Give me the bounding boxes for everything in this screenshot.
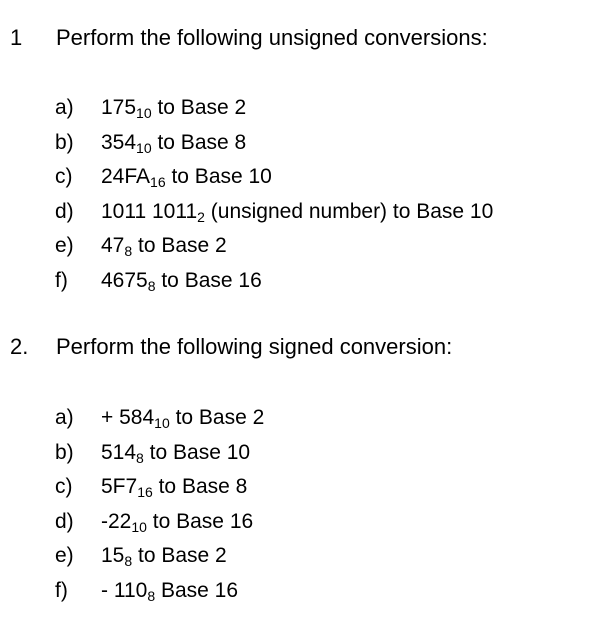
item-suffix: to Base 8 xyxy=(151,130,247,154)
item-base-subscript: 16 xyxy=(137,484,153,500)
item-base-subscript: 16 xyxy=(150,174,166,190)
question-heading xyxy=(0,22,592,54)
item-letter: f) xyxy=(55,268,68,292)
item-letter: b) xyxy=(55,440,74,464)
question-text: Perform the following unsigned conversions: xyxy=(56,25,488,50)
item-number: 47 xyxy=(101,234,125,257)
item-number: 4675 xyxy=(101,268,148,292)
item-suffix: to Base 2 xyxy=(132,234,227,257)
item-letter: f) xyxy=(55,578,68,602)
list-item xyxy=(0,126,592,161)
item-base-subscript: 8 xyxy=(147,587,156,604)
item-letter: d) xyxy=(55,509,74,533)
item-base-subscript: 8 xyxy=(136,449,144,466)
item-number: 15 xyxy=(101,544,125,567)
list-item xyxy=(0,91,592,126)
item-base-subscript: 10 xyxy=(136,105,152,121)
item-expression xyxy=(101,126,246,161)
item-letter: b) xyxy=(55,130,74,154)
item-expression xyxy=(101,160,272,195)
item-number: 175 xyxy=(101,96,137,119)
question-text: Perform the following signed conversion: xyxy=(56,334,453,359)
question-heading xyxy=(0,331,592,363)
item-expression xyxy=(101,401,264,436)
item-number: 22 xyxy=(108,509,132,533)
item-expression xyxy=(101,229,227,264)
item-suffix: to Base 2 xyxy=(169,406,265,429)
item-expression xyxy=(101,539,227,574)
list-item xyxy=(0,539,592,574)
question-1 xyxy=(0,22,592,298)
item-number: 1011 1011 xyxy=(101,199,198,223)
item-prefix: - xyxy=(101,509,108,533)
item-suffix: to Base 10 xyxy=(165,165,272,188)
item-base-subscript: 2 xyxy=(197,208,205,225)
item-number: 354 xyxy=(101,130,137,154)
item-base-subscript: 10 xyxy=(136,139,152,156)
list-item xyxy=(0,470,592,505)
item-suffix: to Base 2 xyxy=(151,96,247,119)
item-suffix: to Base 10 xyxy=(143,440,251,464)
item-suffix: (unsigned number) to Base 10 xyxy=(204,199,494,223)
item-suffix: to Base 8 xyxy=(152,475,248,498)
question-2 xyxy=(0,331,592,608)
list-item xyxy=(0,505,592,540)
item-suffix: to Base 16 xyxy=(146,509,254,533)
item-suffix: to Base 16 xyxy=(155,268,262,292)
list-item xyxy=(0,229,592,264)
item-prefix: + xyxy=(101,406,120,429)
item-expression xyxy=(101,264,262,299)
item-number: 24FA xyxy=(101,165,151,188)
item-letter: c) xyxy=(55,165,73,188)
item-expression xyxy=(101,436,250,471)
item-expression xyxy=(101,470,247,505)
item-expression xyxy=(101,505,253,540)
item-base-subscript: 8 xyxy=(147,277,156,294)
list-item xyxy=(0,436,592,471)
item-number: 514 xyxy=(101,440,137,464)
list-item xyxy=(0,160,592,195)
item-number: 5F7 xyxy=(101,475,138,498)
item-number: 110 xyxy=(113,578,148,602)
item-list xyxy=(0,401,592,608)
item-letter: d) xyxy=(55,199,74,223)
list-item xyxy=(0,264,592,299)
question-number: 1 xyxy=(10,25,23,50)
item-letter: a) xyxy=(55,96,74,119)
item-letter: a) xyxy=(55,406,74,429)
item-prefix: - xyxy=(101,578,114,602)
item-base-subscript: 8 xyxy=(124,243,133,259)
item-expression xyxy=(101,574,238,609)
item-suffix: Base 16 xyxy=(155,578,239,602)
item-number: 584 xyxy=(119,406,155,429)
list-item xyxy=(0,401,592,436)
item-base-subscript: 8 xyxy=(124,553,133,569)
list-item xyxy=(0,195,592,230)
item-letter: c) xyxy=(55,475,73,498)
item-letter: e) xyxy=(55,544,74,567)
item-expression xyxy=(101,195,493,230)
item-expression xyxy=(101,91,246,126)
item-base-subscript: 10 xyxy=(154,415,170,431)
list-item xyxy=(0,574,592,609)
item-base-subscript: 10 xyxy=(131,518,147,535)
question-number: 2. xyxy=(10,334,29,359)
item-list xyxy=(0,91,592,298)
item-suffix: to Base 2 xyxy=(132,544,227,567)
item-letter: e) xyxy=(55,234,74,257)
